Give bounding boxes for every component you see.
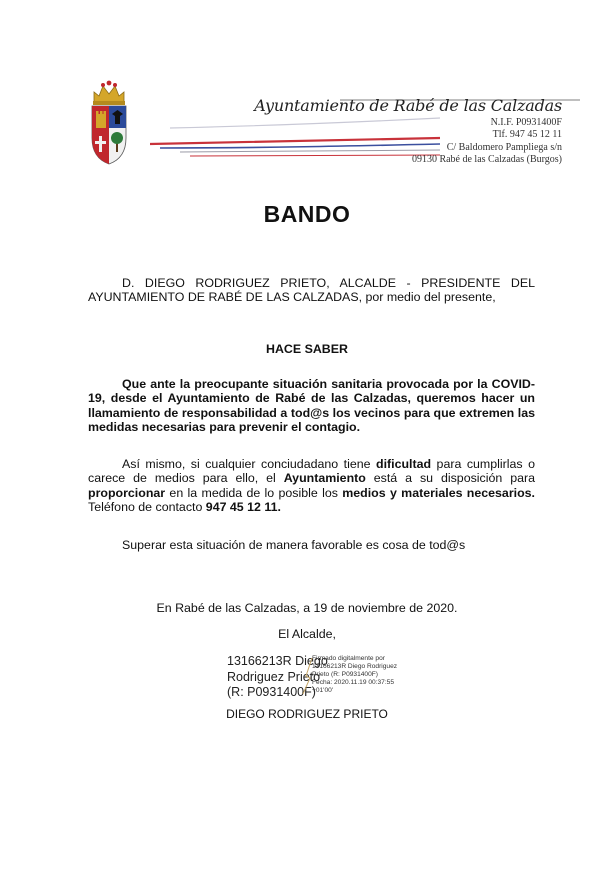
support-bold-1: dificultad — [376, 457, 432, 471]
support-paragraph — [88, 457, 535, 514]
municipality-title: Ayuntamiento de Rabé de las Calzadas — [254, 96, 562, 115]
place-date: En Rabé de las Calzadas, a 19 de noviembre de 2020. — [156, 601, 458, 615]
postal-city-line: 09130 Rabé de las Calzadas (Burgos) — [411, 154, 562, 165]
intro-text: D. DIEGO RODRIGUEZ PRIETO, ALCALDE - PRESIDENTE DEL AYUNTAMIENTO DE RABÉ DE LAS CALZADAS, por medio del presente, — [88, 276, 535, 305]
support-text-2: para cumplirlas o carece de medios para ello, el — [88, 457, 535, 486]
signature-name-line-3: (R: P0931400F) — [227, 685, 316, 699]
support-bold-3: proporcionar — [88, 485, 166, 500]
support-text-1: Así mismo, si cualquier conciudadano tiene — [122, 457, 376, 471]
support-phone: 947 45 12 11. — [205, 499, 281, 514]
closing-paragraph — [88, 538, 535, 552]
notice-heading: HACE SABER — [266, 342, 348, 356]
address-line: C/ Baldomero Pampliega s/n — [446, 142, 562, 153]
closing-text: Superar esta situación de manera favorable es cosa de tod@s — [122, 538, 466, 552]
signature-metadata — [312, 655, 397, 695]
support-bold-2: Ayuntamiento — [283, 471, 366, 486]
intro-paragraph — [88, 276, 535, 305]
signature-meta-line-5: +01'00' — [312, 687, 334, 695]
signature-meta-line-3: Prieto (R: P0931400F) — [312, 671, 378, 679]
signature-meta-line-2: 13166213R Diego Rodriguez — [312, 663, 398, 671]
support-text-3: está a su disposición para — [365, 471, 535, 486]
coat-of-arms-icon — [88, 78, 130, 166]
signature-meta-line-4: Fecha: 2020.11.19 00:37:55 — [312, 679, 394, 687]
signatory-role: El Alcalde, — [278, 627, 336, 641]
support-bold-4: medios y materiales necesarios. — [342, 485, 535, 500]
phone-line: Tlf. 947 45 12 11 — [492, 129, 562, 140]
signature-name-line-1: 13166213R Diego — [227, 654, 328, 668]
signature-name-line-2: Rodriguez Prieto — [227, 669, 321, 684]
support-text-5: Teléfono de contacto — [88, 499, 206, 514]
signature-meta-line-1: Firmado digitalmente por — [312, 655, 385, 662]
announcement-text: Que ante la preocupante situación sanitaria provocada por la COVID-19, desde el Ayuntamiento de Rabé de las Calzadas, queremos hacer un llamamiento de responsabilidad a tod@s los vecinos para que extremen las medidas necesarias para prevenir el contagio. — [88, 377, 535, 434]
support-text-4: en la medida de lo posible los — [165, 485, 343, 500]
document-title: BANDO — [263, 201, 351, 227]
announcement-paragraph — [88, 377, 535, 434]
printed-signatory-name: DIEGO RODRIGUEZ PRIETO — [226, 707, 388, 721]
nif-line: N.I.F. P0931400F — [490, 117, 562, 128]
